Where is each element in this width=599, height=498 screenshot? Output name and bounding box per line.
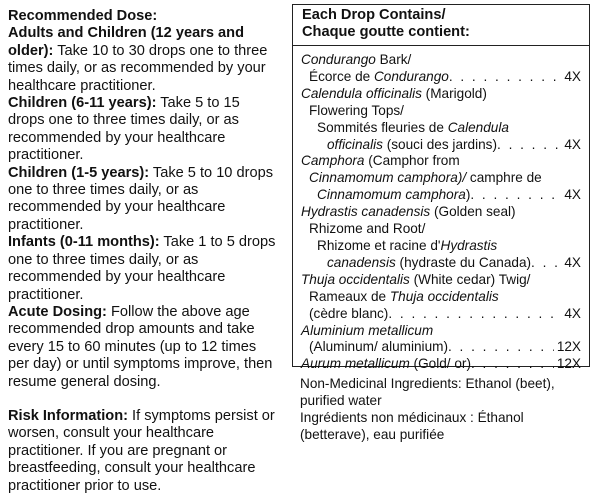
- ingredients-box: [292, 4, 590, 372]
- potency: 4X: [564, 187, 581, 203]
- ingredient-camphora: Camphora (Camphor from Cinnamomum camphora)/ camphre de Cinnamomum camphora) . . . 4X: [301, 153, 581, 204]
- ingredient-condurango: Condurango Bark/ Écorce de Condurango . . . 4X: [301, 52, 581, 86]
- non-medicinal-ingredients: [300, 375, 590, 443]
- ingredient-aurum: Aurum metallicum (Gold/ or) . . . 12X: [301, 356, 581, 373]
- ingredient-thuja: Thuja occidentalis (White cedar) Twig/ Rameaux de Thuja occidentalis (cèdre blanc) . . . 4X: [301, 272, 581, 323]
- potency: 12X: [556, 339, 581, 355]
- potency: 4X: [564, 305, 581, 321]
- dose-adults: Adults and Children (12 years and older): Take 10 to 30 drops one to three times daily, or as recommended by your healthcare practitioner.: [8, 25, 268, 94]
- potency: 12X: [556, 356, 581, 372]
- dosage-column: [8, 8, 280, 495]
- dose-infants: Infants (0-11 months): Take 1 to 5 drops one to three times daily, or as recommended by your healthcare practitioner.: [8, 234, 276, 303]
- ingredient-hydrastis: Hydrastis canadensis (Golden seal) Rhizome and Root/ Rhizome et racine d'Hydrastis canadensis (hydraste du Canada) . . . 4X: [301, 204, 581, 272]
- non-medicinal-fr: Ingrédients non médicinaux : Éthanol (betterave), eau purifiée: [300, 410, 524, 442]
- dose-acute: Acute Dosing: Follow the above age recommended drop amounts and take every 15 to 60 minutes (up to 12 times per day) or until symptoms improve, then resume general dosing.: [8, 303, 273, 390]
- ingredient-calendula: Calendula officinalis (Marigold) Flowering Tops/ Sommités fleuries de Calendula officinalis (souci des jardins) . . . 4X: [301, 86, 581, 154]
- potency: 4X: [564, 68, 581, 84]
- potency: 4X: [564, 254, 581, 270]
- dose-young-children: Children (1-5 years): Take 5 to 10 drops one to three times daily, or as recommended by your healthcare practitioner.: [8, 164, 273, 233]
- ingredients-box-heading: Each Drop Contains/ Chaque goutte contient:: [293, 5, 589, 46]
- potency: 4X: [564, 136, 581, 152]
- ingredient-aluminium: Aluminium metallicum (Aluminum/ aluminium) . . . 12X: [301, 323, 581, 357]
- risk-information: Risk Information: If symptoms persist or worsen, consult your healthcare practitioner. If you are pregnant or breastfeeding, consult your healthcare practitioner prior to use.: [8, 407, 275, 494]
- non-medicinal-en: Non-Medicinal Ingredients: Ethanol (beet), purified water: [300, 376, 555, 408]
- ingredients-list: [293, 46, 589, 373]
- dose-heading: Recommended Dose:: [8, 8, 158, 24]
- dose-children: Children (6-11 years): Take 5 to 15 drops one to three times daily, or as recommended by your healthcare practitioner.: [8, 95, 240, 164]
